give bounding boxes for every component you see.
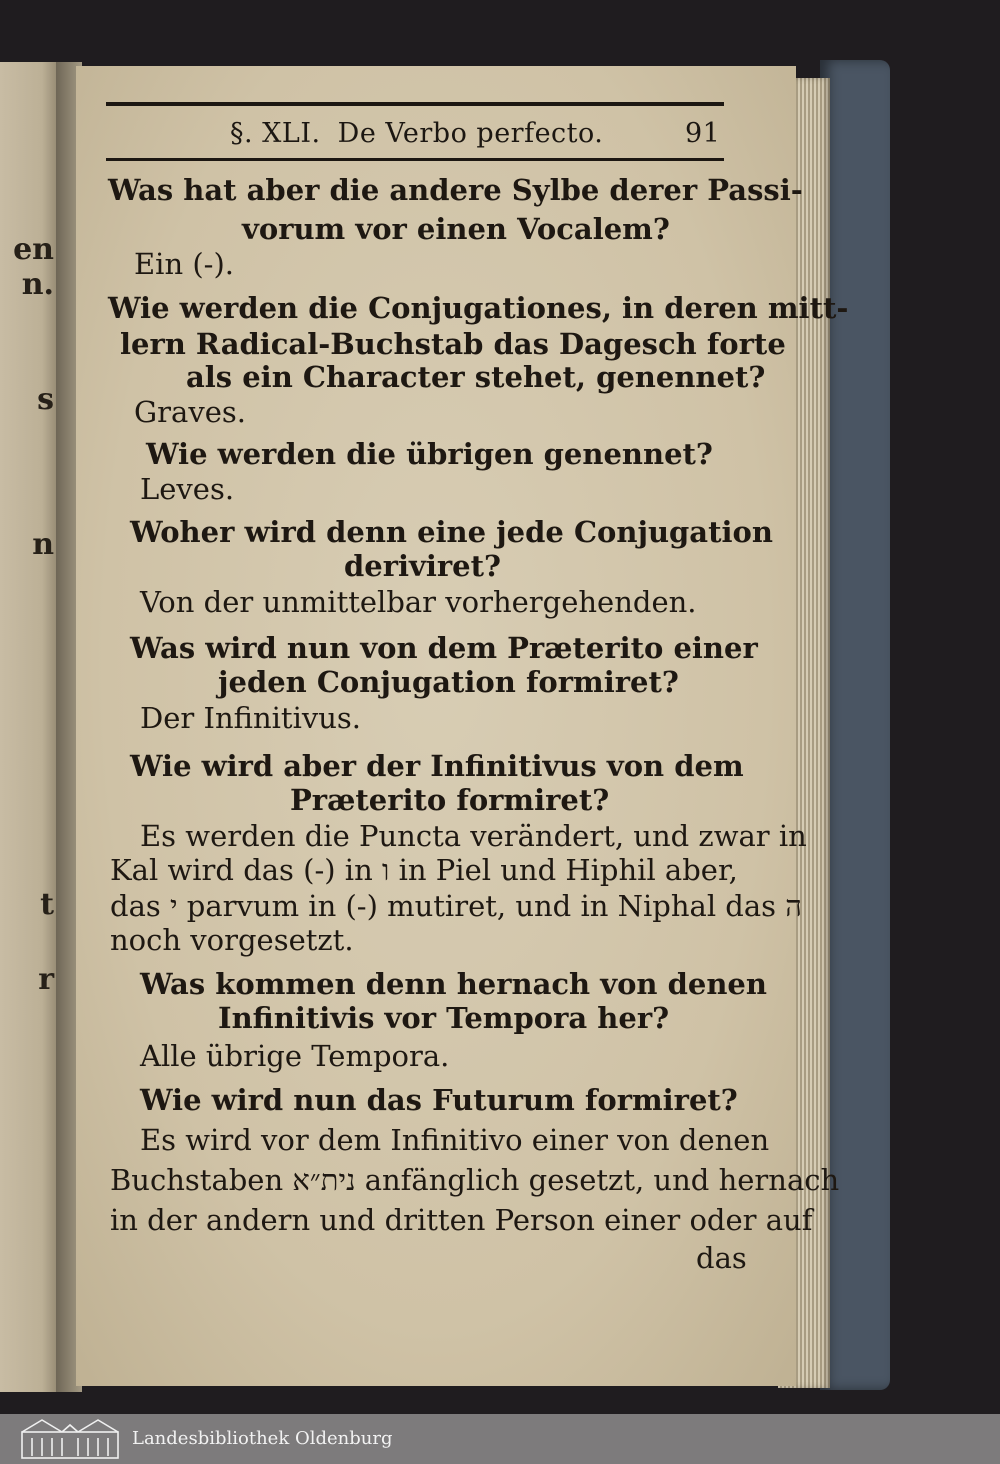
text-line: Es wird vor dem Infinitivo einer von denen <box>140 1123 770 1157</box>
text-line: Was wird nun von dem Præterito einer <box>130 631 758 665</box>
page-number: 91 <box>685 118 721 149</box>
left-page-fragment: n <box>32 527 54 562</box>
text-line: Præterito formiret? <box>290 783 610 817</box>
text-line: Graves. <box>134 395 246 429</box>
text-line: deriviret? <box>344 549 502 583</box>
text-line: lern Radical-Buchstab das Dagesch forte <box>120 327 786 361</box>
text-line: vorum vor einen Vocalem? <box>242 212 670 246</box>
text-line: als ein Character stehet, genennet? <box>186 360 766 394</box>
text-line: Was hat aber die andere Sylbe derer Passi- <box>108 173 803 207</box>
text-line: Der Infinitivus. <box>140 701 362 735</box>
text-line: das י parvum in (-) mutiret, und in Niphal das ה <box>110 889 802 923</box>
text-line: Infinitivis vor Tempora her? <box>218 1001 670 1035</box>
left-page-fragment: t <box>40 887 54 922</box>
catchword: das <box>696 1241 747 1275</box>
text-line: jeden Conjugation formiret? <box>218 665 679 699</box>
text-line: Wie werden die übrigen genennet? <box>146 437 713 471</box>
text-line: noch vorgesetzt. <box>110 923 354 957</box>
library-name: Landesbibliothek Oldenburg <box>132 1428 393 1449</box>
page-header <box>230 118 730 149</box>
top-rule <box>106 102 724 106</box>
text-line: Ein (-). <box>134 247 234 281</box>
text-line: Buchstaben נית״א anfänglich gesetzt, und hernach <box>110 1163 840 1197</box>
page-title: De Verbo perfecto. <box>337 118 604 149</box>
text-line: Kal wird das (-) in ו in Piel und Hiphil aber, <box>110 853 738 887</box>
text-line: Alle übrige Tempora. <box>140 1039 450 1073</box>
text-line: Von der unmittelbar vorhergehenden. <box>140 585 697 619</box>
text-line: Wie wird aber der Infinitivus von dem <box>130 749 744 783</box>
text-line: Wie werden die Conjugationes, in deren mitt- <box>108 291 849 325</box>
header-rule <box>106 158 724 161</box>
left-page-fragment: r <box>38 962 54 997</box>
text-line: Leves. <box>140 472 235 506</box>
text-line: Es werden die Puncta verändert, und zwar in <box>140 819 807 853</box>
text-line: Woher wird denn eine jede Conjugation <box>130 515 773 549</box>
text-line: in der andern und dritten Person einer oder auf <box>110 1203 813 1237</box>
library-building-icon <box>18 1416 122 1460</box>
left-page-fragment: n. <box>21 267 54 302</box>
section-number: §. XLI. <box>230 118 321 149</box>
left-page-fragment: s <box>37 382 54 417</box>
left-page <box>0 62 60 1392</box>
left-page-fragment: en <box>13 232 54 267</box>
text-line: Was kommen denn hernach von denen <box>140 967 767 1001</box>
text-line: Wie wird nun das Futurum formiret? <box>140 1083 738 1117</box>
